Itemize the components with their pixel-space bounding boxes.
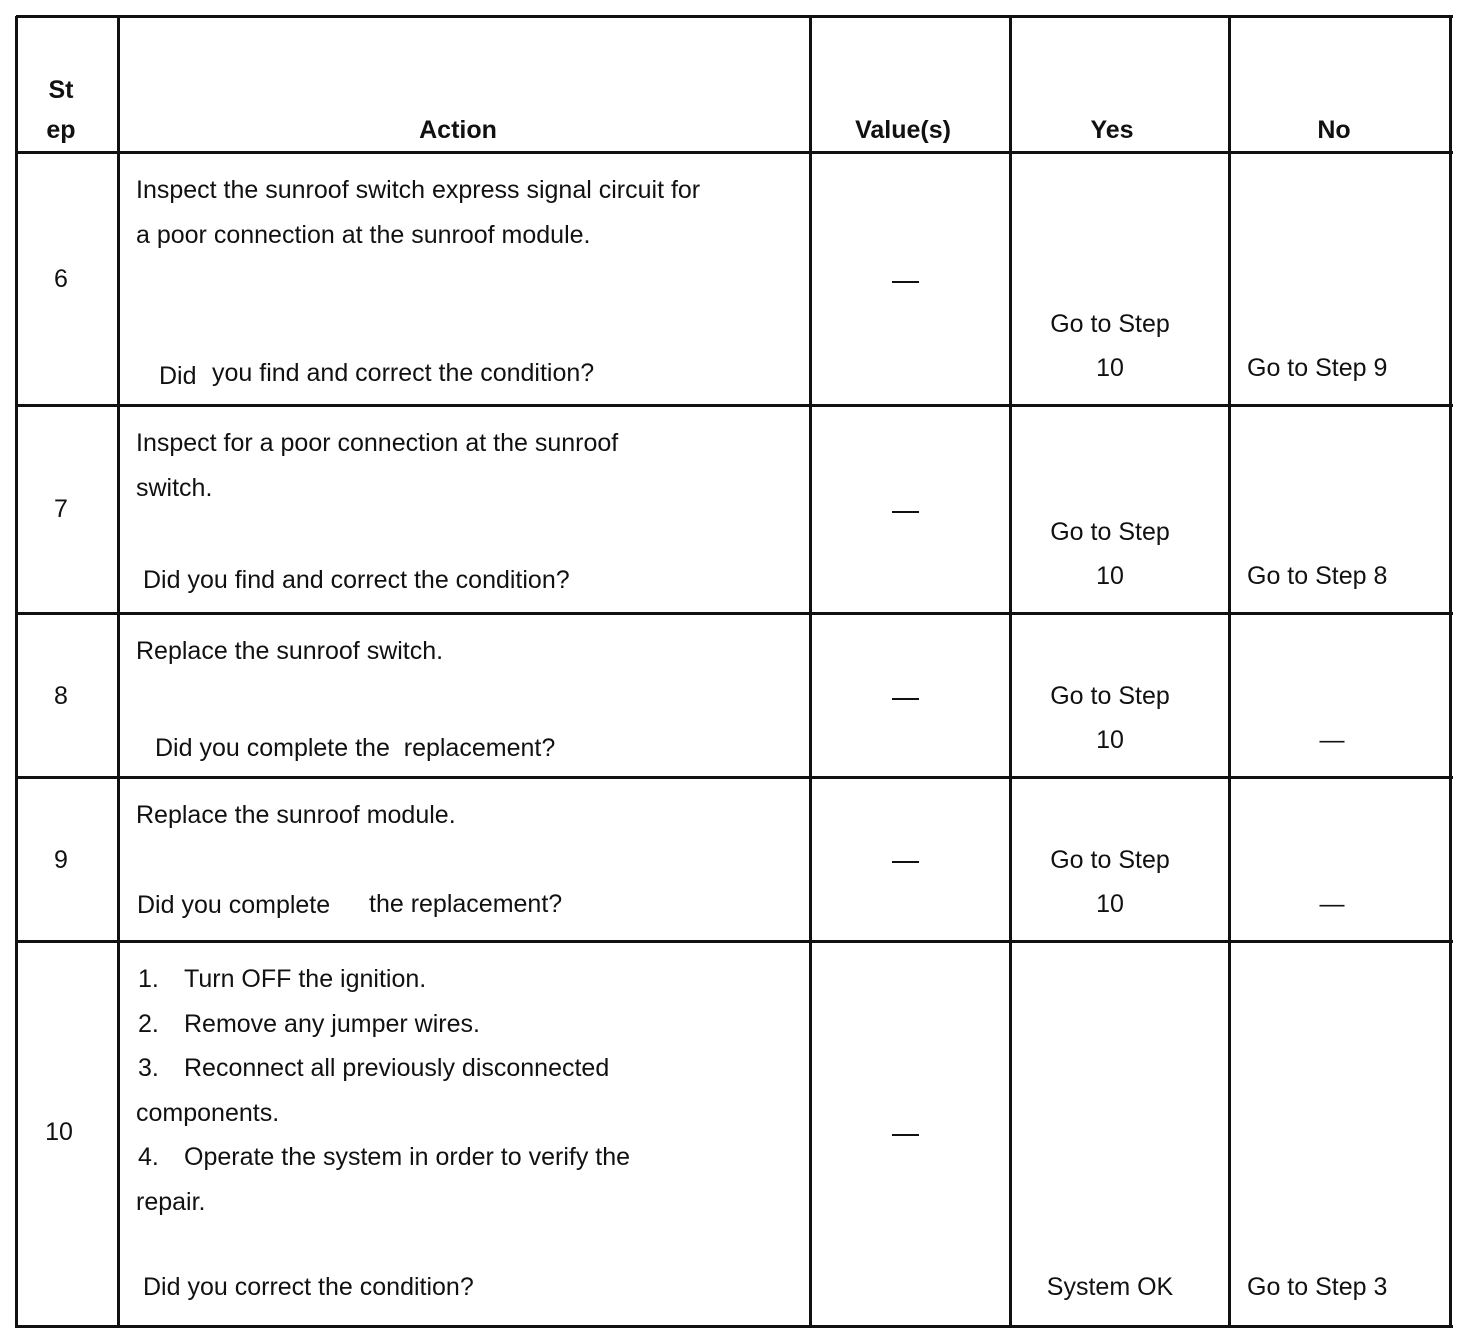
value-dash [892, 511, 919, 513]
list-item: repair. [136, 1188, 206, 1216]
value-dash [892, 698, 919, 700]
header-yes: Yes [1090, 116, 1134, 144]
list-number: 4. [138, 1143, 159, 1171]
no-text: Go to Step 8 [1247, 562, 1388, 590]
action-text: Replace the sunroof switch. [136, 637, 444, 665]
column-divider [809, 16, 812, 1328]
column-divider [117, 16, 120, 1328]
yes-text: 10 [1096, 354, 1124, 382]
no-text: Go to Step 9 [1247, 354, 1388, 382]
header-values: Value(s) [855, 116, 951, 144]
action-question: Did you correct the condition? [143, 1273, 474, 1301]
yes-text: Go to Step [1050, 846, 1170, 874]
yes-text: 10 [1096, 562, 1124, 590]
header-step-line2: ep [46, 116, 76, 144]
action-text: a poor connection at the sunroof module. [136, 221, 591, 249]
step-number: 6 [54, 265, 68, 293]
row-divider [16, 151, 1453, 154]
yes-text: Go to Step [1050, 518, 1170, 546]
list-item: Turn OFF the ignition. [184, 965, 427, 993]
action-text: Inspect the sunroof switch express signal circuit for [136, 176, 701, 204]
action-question: Did you complete the replacement? [155, 734, 556, 762]
action-question: you find and correct the condition? [212, 359, 595, 387]
action-question: Did [159, 362, 197, 390]
column-divider [1228, 16, 1231, 1328]
step-number: 7 [54, 495, 68, 523]
list-item: components. [136, 1099, 280, 1127]
table-border-top [16, 15, 1453, 18]
row-divider [16, 940, 1453, 943]
header-step-line1: St [48, 76, 74, 104]
step-number: 10 [45, 1118, 73, 1146]
table-border-right [1449, 16, 1452, 1328]
header-action: Action [419, 116, 497, 144]
yes-text: System OK [1046, 1273, 1174, 1301]
yes-text: 10 [1096, 890, 1124, 918]
yes-text: 10 [1096, 726, 1124, 754]
row-divider [16, 404, 1453, 407]
step-number: 8 [54, 682, 68, 710]
row-divider [16, 776, 1453, 779]
list-item: Reconnect all previously disconnected [184, 1054, 610, 1082]
value-dash [892, 1134, 919, 1136]
no-text: — [1319, 890, 1345, 918]
no-text: Go to Step 3 [1247, 1273, 1388, 1301]
action-text: Replace the sunroof module. [136, 801, 456, 829]
header-no: No [1317, 116, 1351, 144]
list-number: 1. [138, 965, 159, 993]
action-question: the replacement? [369, 890, 563, 918]
step-number: 9 [54, 846, 68, 874]
action-question: Did you complete [137, 891, 331, 919]
yes-text: Go to Step [1050, 310, 1170, 338]
action-question: Did you find and correct the condition? [143, 566, 570, 594]
no-text: — [1319, 726, 1345, 754]
action-text: switch. [136, 474, 213, 502]
list-number: 2. [138, 1010, 159, 1038]
row-divider [16, 612, 1453, 615]
column-divider [1009, 16, 1012, 1328]
yes-text: Go to Step [1050, 682, 1170, 710]
list-number: 3. [138, 1054, 159, 1082]
table-border-left [15, 16, 18, 1328]
list-item: Remove any jumper wires. [184, 1010, 480, 1038]
action-text: Inspect for a poor connection at the sunroof [136, 429, 619, 457]
value-dash [892, 861, 919, 863]
value-dash [892, 281, 919, 283]
list-item: Operate the system in order to verify the [184, 1143, 631, 1171]
table-border-bottom [16, 1325, 1453, 1328]
